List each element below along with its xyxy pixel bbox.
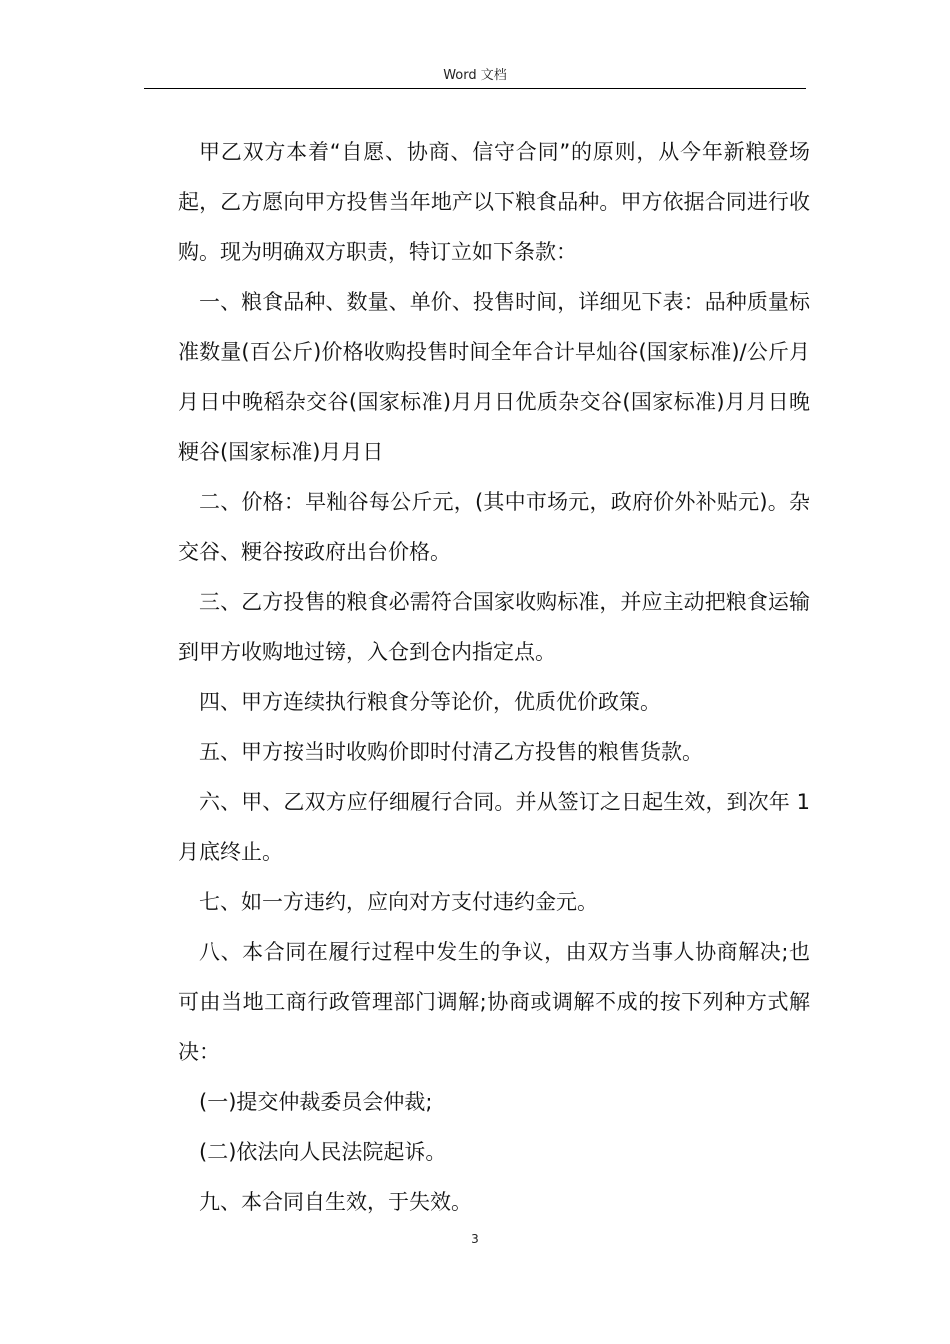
paragraph-clause-8: 八、本合同在履行过程中发生的争议，由双方当事人协商解决;也可由当地工商行政管理部门调解;协商或调解不成的按下列种方式解决： xyxy=(178,940,810,1064)
paragraph-clause-1: 一、粮食品种、数量、单价、投售时间，详细见下表：品种质量标准数量(百公斤)价格收购投售时间全年合计早灿谷(国家标准)/公斤月月日中晚稻杂交谷(国家标准)月月日优质杂交谷(国家标准)月月日晚粳谷(国家标准)月月日 xyxy=(178,290,810,464)
paragraph-clause-4: 四、甲方连续执行粮食分等论价，优质优价政策。 xyxy=(199,690,661,714)
page-number: 3 xyxy=(471,1232,479,1246)
paragraph-clause-6: 六、甲、乙双方应仔细履行合同。并从签订之日起生效，到次年 1 月底终止。 xyxy=(178,790,810,864)
paragraph-clause-8-option-1: (一)提交仲裁委员会仲裁; xyxy=(199,1090,433,1114)
header-divider xyxy=(144,88,806,89)
paragraph-clause-8-option-2: (二)依法向人民法院起诉。 xyxy=(199,1140,447,1164)
paragraph-clause-7: 七、如一方违约，应向对方支付违约金元。 xyxy=(199,890,598,914)
paragraph-intro: 甲乙双方本着“自愿、协商、信守合同”的原则，从今年新粮登场起，乙方愿向甲方投售当年地产以下粮食品种。甲方依据合同进行收购。现为明确双方职责，特订立如下条款： xyxy=(178,140,810,264)
paragraph-clause-5: 五、甲方按当时收购价即时付清乙方投售的粮售货款。 xyxy=(199,740,703,764)
header-title: Word 文档 xyxy=(443,68,507,83)
document-body xyxy=(178,127,810,1227)
paragraph-clause-9: 九、本合同自生效，于失效。 xyxy=(199,1190,472,1214)
paragraph-clause-2: 二、价格：早籼谷每公斤元，(其中市场元，政府价外补贴元)。杂交谷、粳谷按政府出台价格。 xyxy=(178,490,810,564)
paragraph-clause-3: 三、乙方投售的粮食必需符合国家收购标准，并应主动把粮食运输到甲方收购地过镑，入仓到仓内指定点。 xyxy=(178,590,810,664)
